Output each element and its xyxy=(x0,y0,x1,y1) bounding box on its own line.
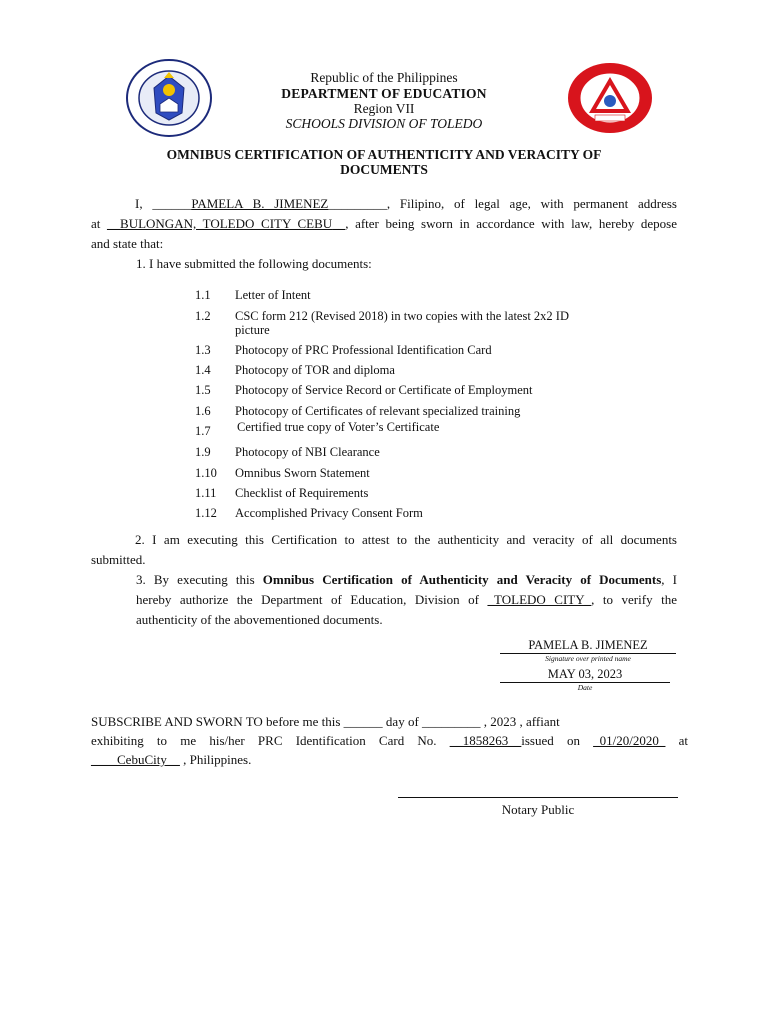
statement-3-line-3: authenticity of the abovementioned documents. xyxy=(136,612,383,627)
prc-issue-date: _01/20/2020_ xyxy=(593,733,666,748)
doc-num: 1.5 xyxy=(195,383,211,397)
issue-place: ____CebuCity__ xyxy=(91,752,180,767)
prc-card-number: __1858263__ xyxy=(449,733,522,748)
doc-num: 1.6 xyxy=(195,404,211,418)
doc-text: Accomplished Privacy Consent Form xyxy=(235,506,423,520)
statement-3-line-1: 3. By executing this Omnibus Certification of Authenticity and Veracity of Documents, I xyxy=(136,572,677,587)
doc-text-cont: picture xyxy=(235,323,270,337)
intro-line-3: and state that: xyxy=(91,236,164,251)
signatory-name: PAMELA B. JIMENEZ xyxy=(528,638,648,652)
header-department: DEPARTMENT OF EDUCATION xyxy=(281,86,487,101)
day-blank: ______ xyxy=(343,714,383,729)
header-division: SCHOOLS DIVISION OF TOLEDO xyxy=(285,116,483,131)
signature-caption: Signature over printed name xyxy=(545,654,631,663)
doc-text: Photocopy of TOR and diploma xyxy=(235,363,395,377)
doc-text: Certified true copy of Voter’s Certificate xyxy=(237,420,440,434)
jurat-line-3: ____CebuCity__ , Philippines. xyxy=(91,752,252,767)
title-line-1: OMNIBUS CERTIFICATION OF AUTHENTICITY AND VERACITY OF xyxy=(166,147,602,162)
doc-text: Photocopy of NBI Clearance xyxy=(235,445,380,459)
month-blank: _________ xyxy=(422,714,481,729)
doc-text: Omnibus Sworn Statement xyxy=(235,466,370,480)
doc-num: 1.12 xyxy=(195,506,217,520)
jurat-line-2: exhibiting to me his/her PRC Identification Card No. __1858263__issued on _01/20/2020_ at xyxy=(91,733,688,748)
statement-3-line-2: hereby authorize the Department of Education, Division of _TOLEDO CITY_, to verify the xyxy=(136,592,677,607)
title-line-2: DOCUMENTS xyxy=(340,162,428,177)
doc-text: Letter of Intent xyxy=(235,288,311,302)
intro-line-1: I, ______PAMELA B. JIMENEZ_________, Filipino, of legal age, with permanent address xyxy=(135,196,677,211)
doc-num: 1.4 xyxy=(195,363,211,377)
notary-signature-line xyxy=(398,797,678,798)
doc-num: 1.11 xyxy=(195,486,217,500)
doc-text: Photocopy of Service Record or Certificate of Employment xyxy=(235,383,533,397)
affiant-name: PAMELA B. JIMENEZ xyxy=(191,196,329,211)
header-republic: Republic of the Philippines xyxy=(310,70,458,85)
doc-text: Checklist of Requirements xyxy=(235,486,369,500)
statement-2-line-2: submitted. xyxy=(91,552,146,567)
doc-num: 1.3 xyxy=(195,343,211,357)
intro-line-2: at __BULONGAN, TOLEDO CITY CEBU__, after being sworn in accordance with law, hereby depose xyxy=(91,216,677,231)
doc-num: 1.2 xyxy=(195,309,211,323)
doc-text: CSC form 212 (Revised 2018) in two copies with the latest 2x2 ID xyxy=(235,309,569,323)
header-region: Region VII xyxy=(353,101,415,116)
division-name: _TOLEDO CITY_ xyxy=(487,592,592,607)
certification-title-ref: Omnibus Certification of Authenticity and Veracity of Documents xyxy=(262,572,662,587)
signature-date: MAY 03, 2023 xyxy=(547,667,623,681)
doc-num: 1.10 xyxy=(195,466,217,480)
affiant-address: BULONGAN, TOLEDO CITY CEBU xyxy=(120,216,333,231)
doc-num: 1.1 xyxy=(195,288,211,302)
doc-text: Photocopy of Certificates of relevant specialized training xyxy=(235,404,521,418)
notary-label: Notary Public xyxy=(501,802,575,817)
document-title xyxy=(100,147,668,177)
doc-num: 1.7 xyxy=(195,424,211,438)
doc-num: 1.9 xyxy=(195,445,211,459)
jurat-line-1: SUBSCRIBE AND SWORN TO before me this ______ day of _________ , 2023 , affiant xyxy=(91,714,560,729)
statement-2-line-1: 2. I am executing this Certification to attest to the authenticity and veracity of all documents xyxy=(135,532,677,547)
doc-text: Photocopy of PRC Professional Identification Card xyxy=(235,343,492,357)
statement-1: 1. I have submitted the following documents: xyxy=(136,256,372,271)
date-caption: Date xyxy=(577,683,593,692)
